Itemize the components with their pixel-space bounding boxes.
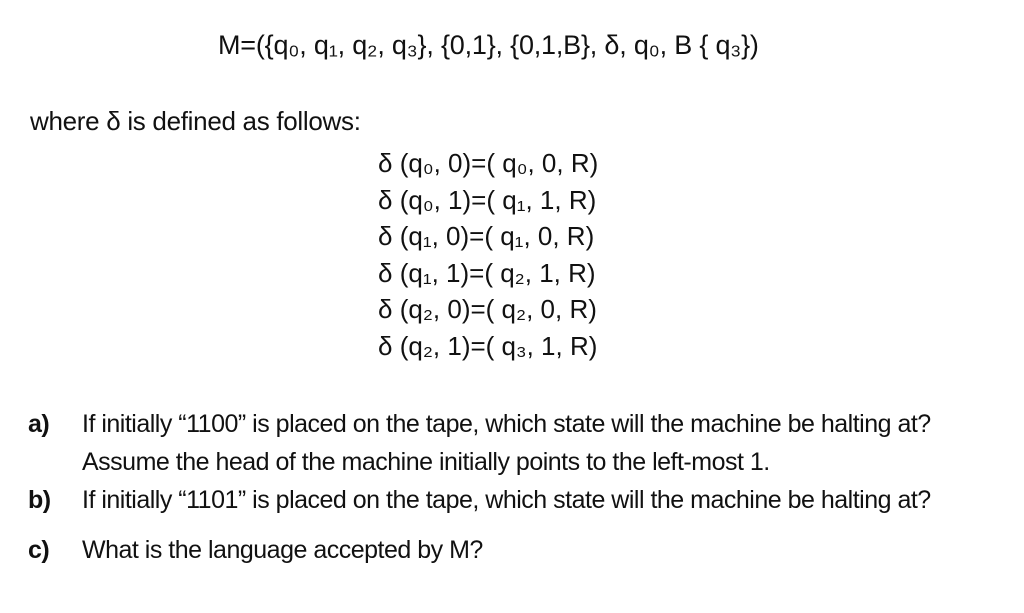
question-b [28, 481, 1008, 519]
machine-definition: M=({q₀, q₁, q₂, q₃}, {0,1}, {0,1,B}, δ, q₀, B { q₃}) [218, 30, 759, 60]
transition-function-list [378, 145, 598, 364]
transition-rule: δ (q₂, 1)=( q₃, 1, R) [378, 330, 598, 361]
question-marker: c) [28, 536, 50, 564]
question-text: If initially “1100” is placed on the tape, which state will the machine be halting at? Assume the head of the machine initially points to the left-most 1. [82, 410, 931, 476]
transition-rule: δ (q₁, 0)=( q₁, 0, R) [378, 221, 595, 251]
transition-intro: where δ is defined as follows: [30, 106, 361, 136]
question-a [28, 405, 1008, 481]
question-text: If initially “1101” is placed on the tape, which state will the machine be halting at? [82, 486, 931, 514]
question-text: What is the language accepted by M? [82, 536, 483, 564]
question-c [28, 531, 1008, 569]
transition-rule: δ (q₁, 1)=( q₂, 1, R) [378, 257, 596, 288]
transition-rule: δ (q₀, 1)=( q₁, 1, R) [378, 184, 597, 215]
question-marker: a) [28, 410, 50, 438]
transition-rule: δ (q₂, 0)=( q₂, 0, R) [378, 294, 597, 324]
transition-rule: δ (q₀, 0)=( q₀, 0, R) [378, 148, 599, 178]
question-list [28, 405, 1008, 569]
question-marker: b) [28, 486, 51, 514]
